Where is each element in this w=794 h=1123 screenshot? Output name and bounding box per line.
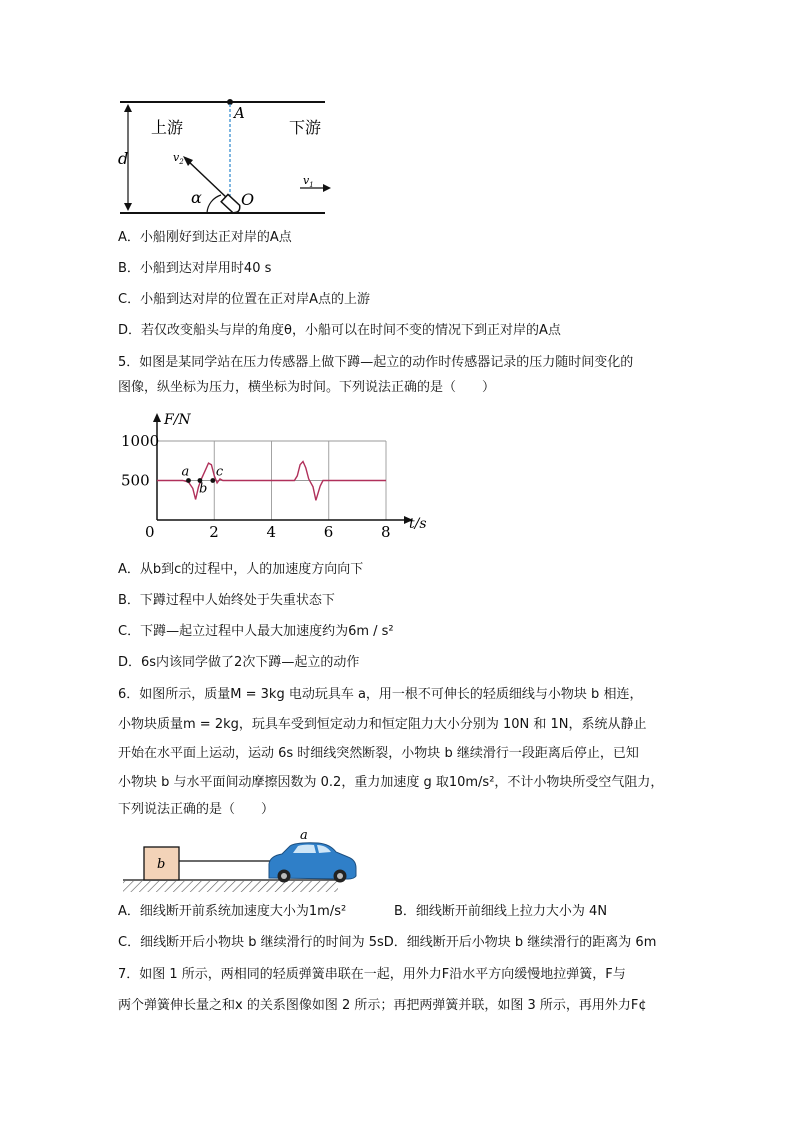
q5-option-a: A．从b到c的过程中，人的加速度方向向下	[118, 562, 364, 577]
label-alpha: α	[191, 188, 202, 207]
x-axis-label: t/s	[409, 516, 427, 532]
q6-stem-line3: 开始在水平面上运动，运动 6s 时细线突然断裂，小物块 b 继续滑行一段距离后停止，已知	[118, 746, 639, 761]
label-downstream: 下游	[289, 118, 322, 137]
x-tick-label: 2	[209, 523, 219, 541]
label-point-a: a	[181, 464, 190, 480]
q6-stem-line4: 小物块 b 与水平面间动摩擦因数为 0.2，重力加速度 g 取10m/s²，不计小物块所受空气阻力，	[118, 775, 664, 790]
q5-option-c: C．下蹲—起立过程中人最大加速度约为6m / s²	[118, 624, 394, 639]
label-v1: $v_1$	[303, 174, 314, 189]
q6-option-c-d: C．细线断开后小物块 b 继续滑行的时间为 5sD．细线断开后小物块 b 继续滑行的距离为 6m	[118, 935, 657, 950]
x-tick-label: 4	[266, 523, 277, 541]
width-arrow-head-bottom	[124, 203, 132, 211]
q4-option-b: B．小船到达对岸用时40 s	[118, 261, 272, 276]
label-v2: $v_2$	[173, 151, 184, 166]
label-b: b	[157, 857, 166, 872]
block-car-figure	[118, 828, 368, 898]
label-A: A	[234, 104, 245, 122]
v1-arrow-head	[323, 184, 331, 192]
width-arrow-head-top	[124, 104, 132, 112]
point-c	[210, 478, 215, 483]
label-point-c: c	[215, 464, 224, 480]
ground-hatch	[123, 881, 338, 892]
toy-car-a	[269, 843, 356, 883]
y-tick-label: 1000	[121, 432, 160, 450]
q4-option-c: C．小船到达对岸的位置在正对岸A点的上游	[118, 292, 370, 307]
q5-stem-line2: 图像，纵坐标为压力，横坐标为时间。下列说法正确的是（ ）	[118, 380, 496, 395]
q6-stem-line1: 6．如图所示，质量M = 3kg 电动玩具车 a，用一根不可伸长的轻质细线与小物块 b 相连，	[118, 687, 643, 702]
y-tick-label: 500	[121, 471, 150, 490]
q5-option-d: D．6s内该同学做了2次下蹲—起立的动作	[118, 655, 360, 670]
q4-option-d: D．若仅改变船头与岸的角度θ，小船可以在时间不变的情况下到正对岸的A点	[118, 323, 561, 338]
x-tick-label: 6	[323, 523, 334, 541]
label-upstream: 上游	[151, 118, 184, 137]
angle-arc	[207, 195, 221, 213]
q7-stem-line2: 两个弹簧伸长量之和x 的关系图像如图 2 所示；再把两弹簧并联，如图 3 所示，再用外力F¢	[118, 998, 647, 1013]
label-O: O	[241, 190, 255, 209]
y-tick-label: 0	[145, 523, 155, 541]
x-tick-label: 8	[381, 523, 391, 541]
q7-stem-line1: 7．如图 1 所示，两相同的轻质弹簧串联在一起，用外力F沿水平方向缓慢地拉弹簧，F与	[118, 967, 626, 982]
q6-option-b: B．细线断开前细线上拉力大小为 4N	[394, 904, 608, 919]
y-axis-arrow	[153, 413, 161, 422]
q4-option-a: A．小船刚好到达正对岸的A点	[118, 230, 292, 245]
q6-stem-line2: 小物块质量m = 2kg，玩具车受到恒定动力和恒定阻力大小分别为 10N 和 1N，系统从静止	[118, 717, 647, 732]
boat	[221, 194, 242, 214]
q6-stem-line5: 下列说法正确的是（ ）	[118, 802, 275, 817]
q5-stem-line1: 5．如图是某同学站在压力传感器上做下蹲—起立的动作时传感器记录的压力随时间变化的	[118, 355, 634, 370]
force-time-chart	[112, 408, 432, 543]
label-d: d	[118, 149, 129, 168]
q5-option-b: B．下蹲过程中人始终处于失重状态下	[118, 593, 335, 608]
label-point-b: b	[198, 481, 208, 497]
q6-option-a: A．细线断开前系统加速度大小为1m/s²	[118, 904, 347, 919]
label-a: a	[300, 828, 308, 843]
y-axis-label: F/N	[164, 412, 191, 428]
river-crossing-figure	[115, 92, 345, 222]
